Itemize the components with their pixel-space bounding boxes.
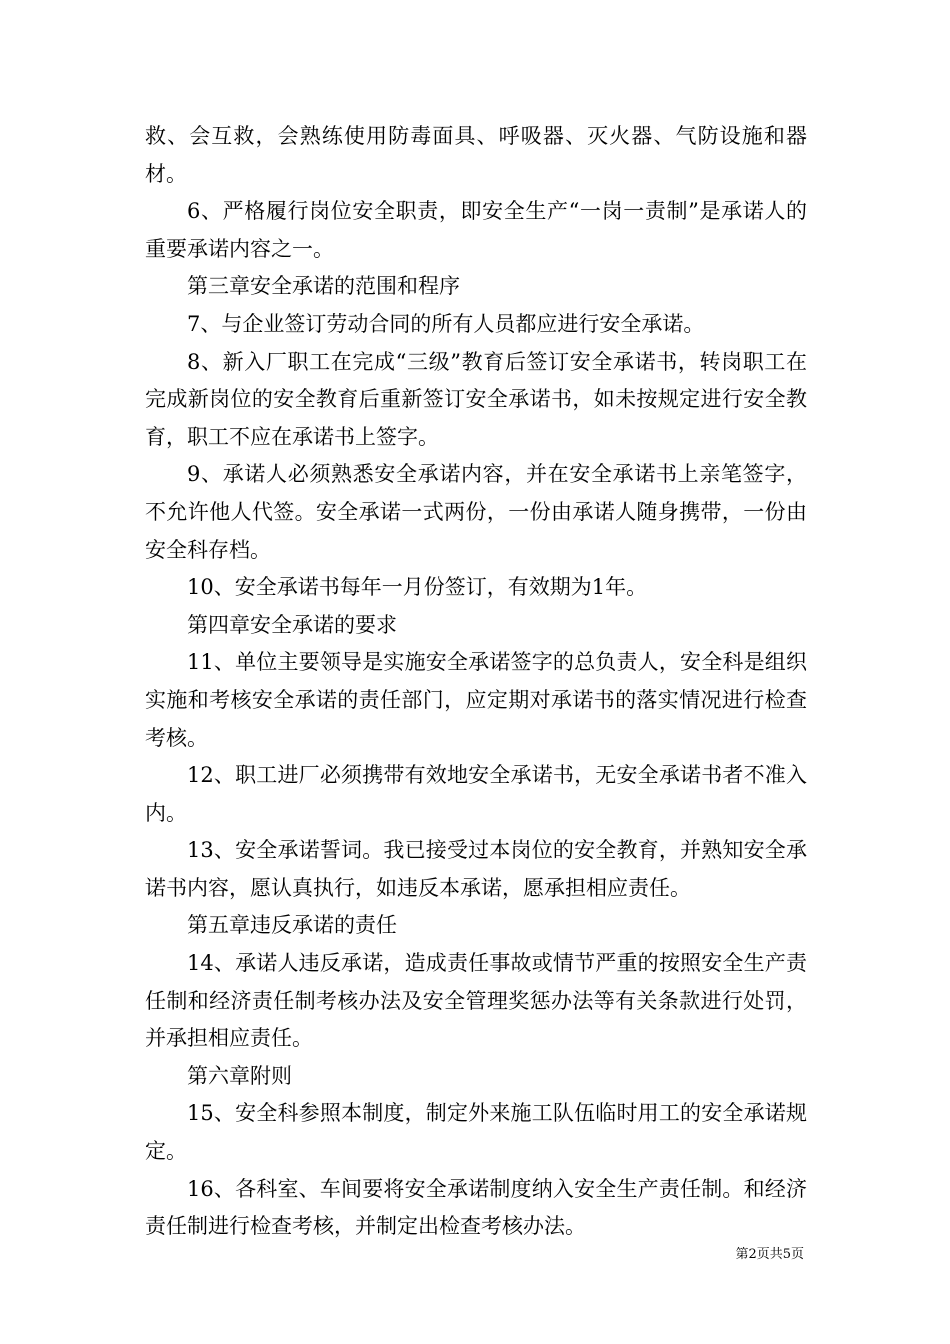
paragraph-item-10: 10、安全承诺书每年一月份签订，有效期为1年。 xyxy=(187,575,648,600)
paragraph-item-15: 15、安全科参照本制度，制定外来施工队伍临时用工的安全承诺规定。 xyxy=(145,1101,807,1164)
paragraph-item-8: 8、新入厂职工在完成“三级”教育后签订安全承诺书，转岗职工在完成新岗位的安全教育后重新签订安全承诺书，如未按规定进行安全教育，职工不应在承诺书上签字。 xyxy=(145,349,807,449)
paragraph-item-6: 6、严格履行岗位安全职责，即安全生产“一岗一责制”是承诺人的重要承诺内容之一。 xyxy=(145,199,807,261)
paragraph-item-9: 9、承诺人必须熟悉安全承诺内容，并在安全承诺书上亲笔签字，不允许他人代签。安全承诺一式两份，一份由承诺人随身携带，一份由安全科存档。 xyxy=(145,462,807,562)
paragraph-item-14: 14、承诺人违反承诺，造成责任事故或情节严重的按照安全生产责任制和经济责任制考核办法及安全管理奖惩办法等有关条款进行处罚，并承担相应责任。 xyxy=(145,951,807,1051)
paragraph-item-12: 12、职工进厂必须携带有效地安全承诺书，无安全承诺书者不准入内。 xyxy=(145,763,807,825)
paragraph-item-11: 11、单位主要领导是实施安全承诺签字的总负责人，安全科是组织实施和考核安全承诺的责任部门，应定期对承诺书的落实情况进行检查考核。 xyxy=(145,650,807,750)
chapter-heading-3: 第三章安全承诺的范围和程序 xyxy=(187,274,460,299)
chapter-heading-5: 第五章违反承诺的责任 xyxy=(187,913,397,938)
paragraph-item-13: 13、安全承诺誓词。我已接受过本岗位的安全教育，并熟知安全承诺书内容，愿认真执行，如违反本承诺，愿承担相应责任。 xyxy=(145,838,807,900)
chapter-heading-4: 第四章安全承诺的要求 xyxy=(187,612,397,637)
paragraph-continuation: 救、会互救，会熟练使用防毒面具、呼吸器、灭火器、气防设施和器材。 xyxy=(145,124,807,186)
chapter-heading-6: 第六章附则 xyxy=(187,1063,292,1088)
paragraph-item-16: 16、各科室、车间要将安全承诺制度纳入安全生产责任制。和经济责任制进行检查考核，并制定出检查考核办法。 xyxy=(145,1176,807,1239)
paragraph-item-7: 7、与企业签订劳动合同的所有人员都应进行安全承诺。 xyxy=(187,311,705,336)
document-body xyxy=(145,118,807,1246)
page-number-footer: 第2页共5页 xyxy=(735,1247,804,1262)
